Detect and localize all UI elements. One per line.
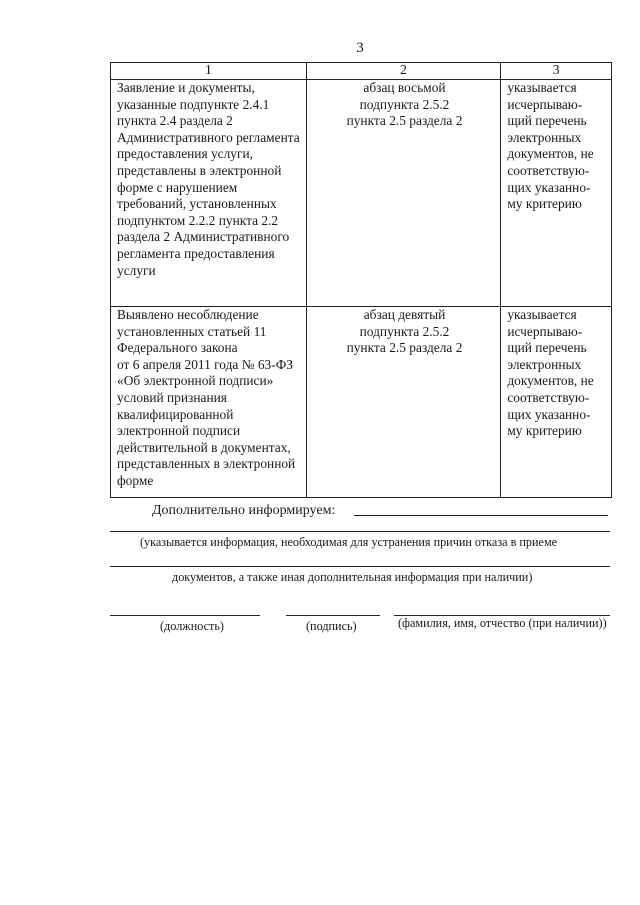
additional-info-line	[110, 531, 610, 532]
position-label: (должность)	[160, 619, 224, 633]
info-hint-line1: (указывается информация, необходимая для устранения причин отказа в приеме	[140, 535, 558, 549]
table-row	[111, 80, 612, 307]
table-cell-explanation	[501, 80, 612, 307]
table-header-row	[111, 63, 612, 80]
additional-info-label: Дополнительно информируем:	[152, 503, 336, 518]
explanation-text: указывается исчерпываю- щий перечень электронных документов, не соответствую- щих указанно- му критерию	[507, 80, 594, 212]
table-header-cell: 3	[501, 63, 612, 80]
position-line	[110, 615, 260, 616]
additional-info-line	[110, 566, 610, 567]
additional-info-line	[354, 515, 608, 516]
page-number: 3	[356, 40, 364, 56]
table-header-cell: 1	[111, 63, 307, 80]
table-cell-explanation	[501, 307, 612, 498]
reason-text: Выявлено несоблюдение установленных статьей 11 Федерального закона от 6 апреля 2011 года № 63-ФЗ «Об электронной подписи» условий признания квалифицированной электронной подписи действительной в документах, представленных в электронной форме	[117, 307, 296, 488]
name-label: (фамилия, имя, отчество (при наличии))	[398, 616, 607, 630]
explanation-text: указывается исчерпываю- щий перечень электронных документов, не соответствую- щих указанно- му критерию	[507, 307, 594, 439]
reference-text: абзац восьмой подпункта 2.5.2 пункта 2.5 раздела 2	[346, 80, 463, 129]
table-cell-reference	[306, 307, 501, 498]
table-header-cell: 2	[306, 63, 501, 80]
table-cell-reason	[111, 307, 307, 498]
reference-text: абзац девятый подпункта 2.5.2 пункта 2.5 раздела 2	[346, 307, 463, 356]
table-cell-reason	[111, 80, 307, 307]
signature-label: (подпись)	[306, 619, 357, 633]
reason-text: Заявление и документы, указанные подпункте 2.4.1 пункта 2.4 раздела 2 Административного регламента предоставления услуги, представлены в электронной форме с нарушением требований, установленных подпунктом 2.2.2 пункта 2.2 раздела 2 Административного регламента предоставления услуги	[117, 80, 300, 278]
table-row	[111, 307, 612, 498]
table-cell-reference	[306, 80, 501, 307]
info-hint-line2: документов, а также иная дополнительная информация при наличии)	[172, 570, 533, 584]
signature-line	[286, 615, 380, 616]
refusal-reasons-table	[110, 62, 612, 498]
